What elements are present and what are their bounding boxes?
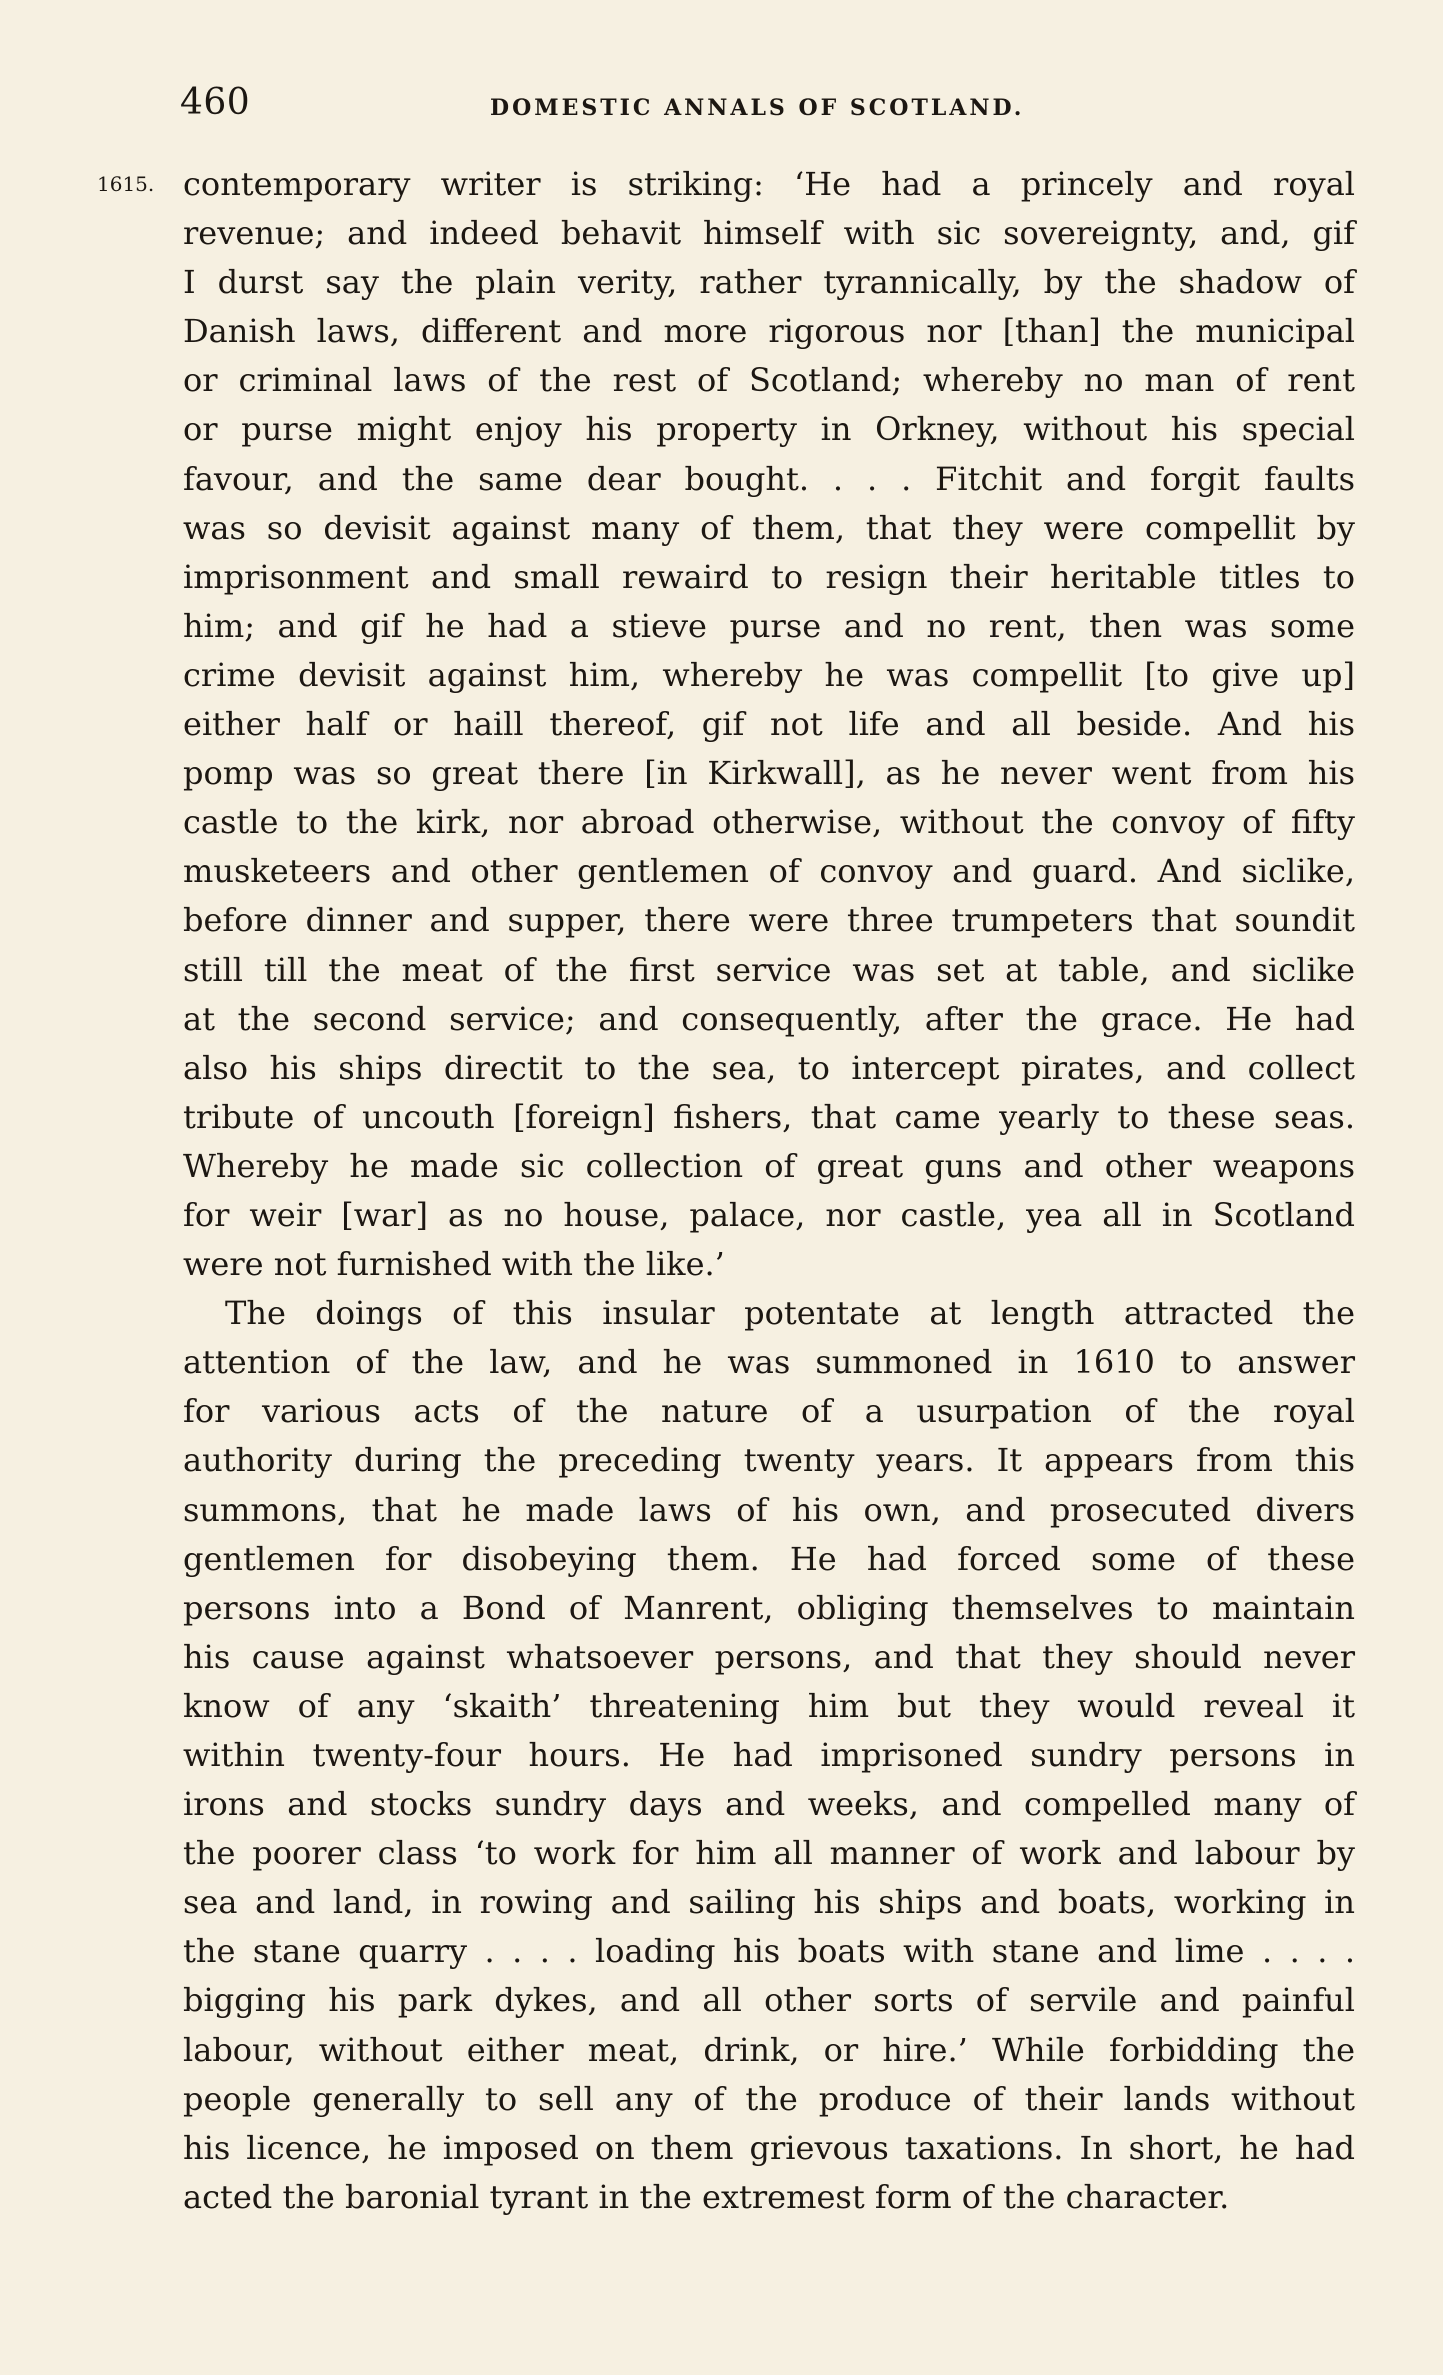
text-line: the poorer class ‘to work for him all manner of work and labour by <box>183 1834 1355 1873</box>
text-line: Whereby he made sic collection of great guns and other weapons <box>183 1146 1355 1185</box>
text-line: summons, that he made laws of his own, and prosecuted divers <box>183 1490 1355 1529</box>
text-line: or criminal laws of the rest of Scotland; whereby no man of rent <box>183 361 1355 400</box>
text-line: bigging his park dykes, and all other sorts of servile and painful <box>183 1981 1355 2020</box>
text-line: labour, without either meat, drink, or hire.’ While forbidding the <box>183 2030 1355 2069</box>
text-line: gentlemen for disobeying them. He had forced some of these <box>183 1539 1355 1578</box>
text-line: contemporary writer is striking: ‘He had a princely and royal <box>183 165 1355 203</box>
text-line: Danish laws, different and more rigorous nor [than] the municipal <box>183 312 1355 351</box>
text-line: before dinner and supper, there were three trumpeters that soundit <box>183 901 1355 940</box>
text-line: tribute of uncouth [foreign] fishers, that came yearly to these seas. <box>183 1097 1355 1136</box>
text-line: still till the meat of the first service was set at table, and siclike <box>183 950 1355 989</box>
paragraph-end-line: were not furnished with the like.’ <box>183 1245 725 1284</box>
text-line: at the second service; and consequently, after the grace. He had <box>183 999 1355 1038</box>
text-line: crime devisit against him, whereby he was compellit [to give up] <box>183 655 1355 694</box>
body-text <box>183 160 1355 2222</box>
text-line: attention of the law, and he was summoned in 1610 to answer <box>183 1343 1355 1382</box>
text-line: revenue; and indeed behavit himself with sic sovereignty, and, gif <box>183 214 1355 253</box>
paragraph-start-line: The doings of this insular potentate at length attracted the <box>225 1294 1355 1333</box>
text-line: pomp was so great there [in Kirkwall], as he never went from his <box>183 754 1355 793</box>
text-line: or purse might enjoy his property in Orkney, without his special <box>183 410 1355 449</box>
text-line: his licence, he imposed on them grievous taxations. In short, he had <box>183 2128 1355 2167</box>
text-line: for various acts of the nature of a usurpation of the royal <box>183 1392 1355 1431</box>
text-line: the stane quarry . . . . loading his boats with stane and lime . . . . <box>183 1932 1355 1971</box>
text-line: castle to the kirk, nor abroad otherwise, without the convoy of fifty <box>183 803 1355 842</box>
text-line: also his ships directit to the sea, to intercept pirates, and collect <box>183 1048 1355 1087</box>
text-line: within twenty-four hours. He had imprisoned sundry persons in <box>183 1736 1355 1774</box>
text-line: know of any ‘skaith’ threatening him but they would reveal it <box>183 1686 1355 1725</box>
text-line: I durst say the plain verity, rather tyrannically, by the shadow of <box>183 263 1355 302</box>
page-number: 460 <box>180 82 251 123</box>
text-line: his cause against whatsoever persons, and that they should never <box>183 1637 1355 1676</box>
text-line: people generally to sell any of the produce of their lands without <box>183 2079 1355 2118</box>
text-line: him; and gif he had a stieve purse and no rent, then was some <box>183 606 1355 645</box>
text-line: sea and land, in rowing and sailing his ships and boats, working in <box>183 1883 1355 1922</box>
text-line: favour, and the same dear bought. . . . Fitchit and forgit faults <box>183 459 1355 498</box>
paragraph-end-line: acted the baronial tyrant in the extremest form of the character. <box>183 2177 1230 2216</box>
text-line: either half or haill thereof, gif not life and all beside. And his <box>183 705 1355 744</box>
text-line: persons into a Bond of Manrent, obliging themselves to maintain <box>183 1588 1355 1627</box>
text-line: irons and stocks sundry days and weeks, and compelled many of <box>183 1785 1355 1824</box>
running-title: DOMESTIC ANNALS OF SCOTLAND. <box>490 95 1025 121</box>
text-line: authority during the preceding twenty years. It appears from this <box>183 1441 1355 1480</box>
text-line: was so devisit against many of them, that they were compellit by <box>183 508 1355 547</box>
margin-year-note: 1615. <box>97 172 155 196</box>
text-line: musketeers and other gentlemen of convoy and guard. And siclike, <box>183 852 1355 891</box>
text-line: for weir [war] as no house, palace, nor castle, yea all in Scotland <box>183 1195 1355 1234</box>
text-line: imprisonment and small rewaird to resign their heritable titles to <box>183 557 1355 596</box>
